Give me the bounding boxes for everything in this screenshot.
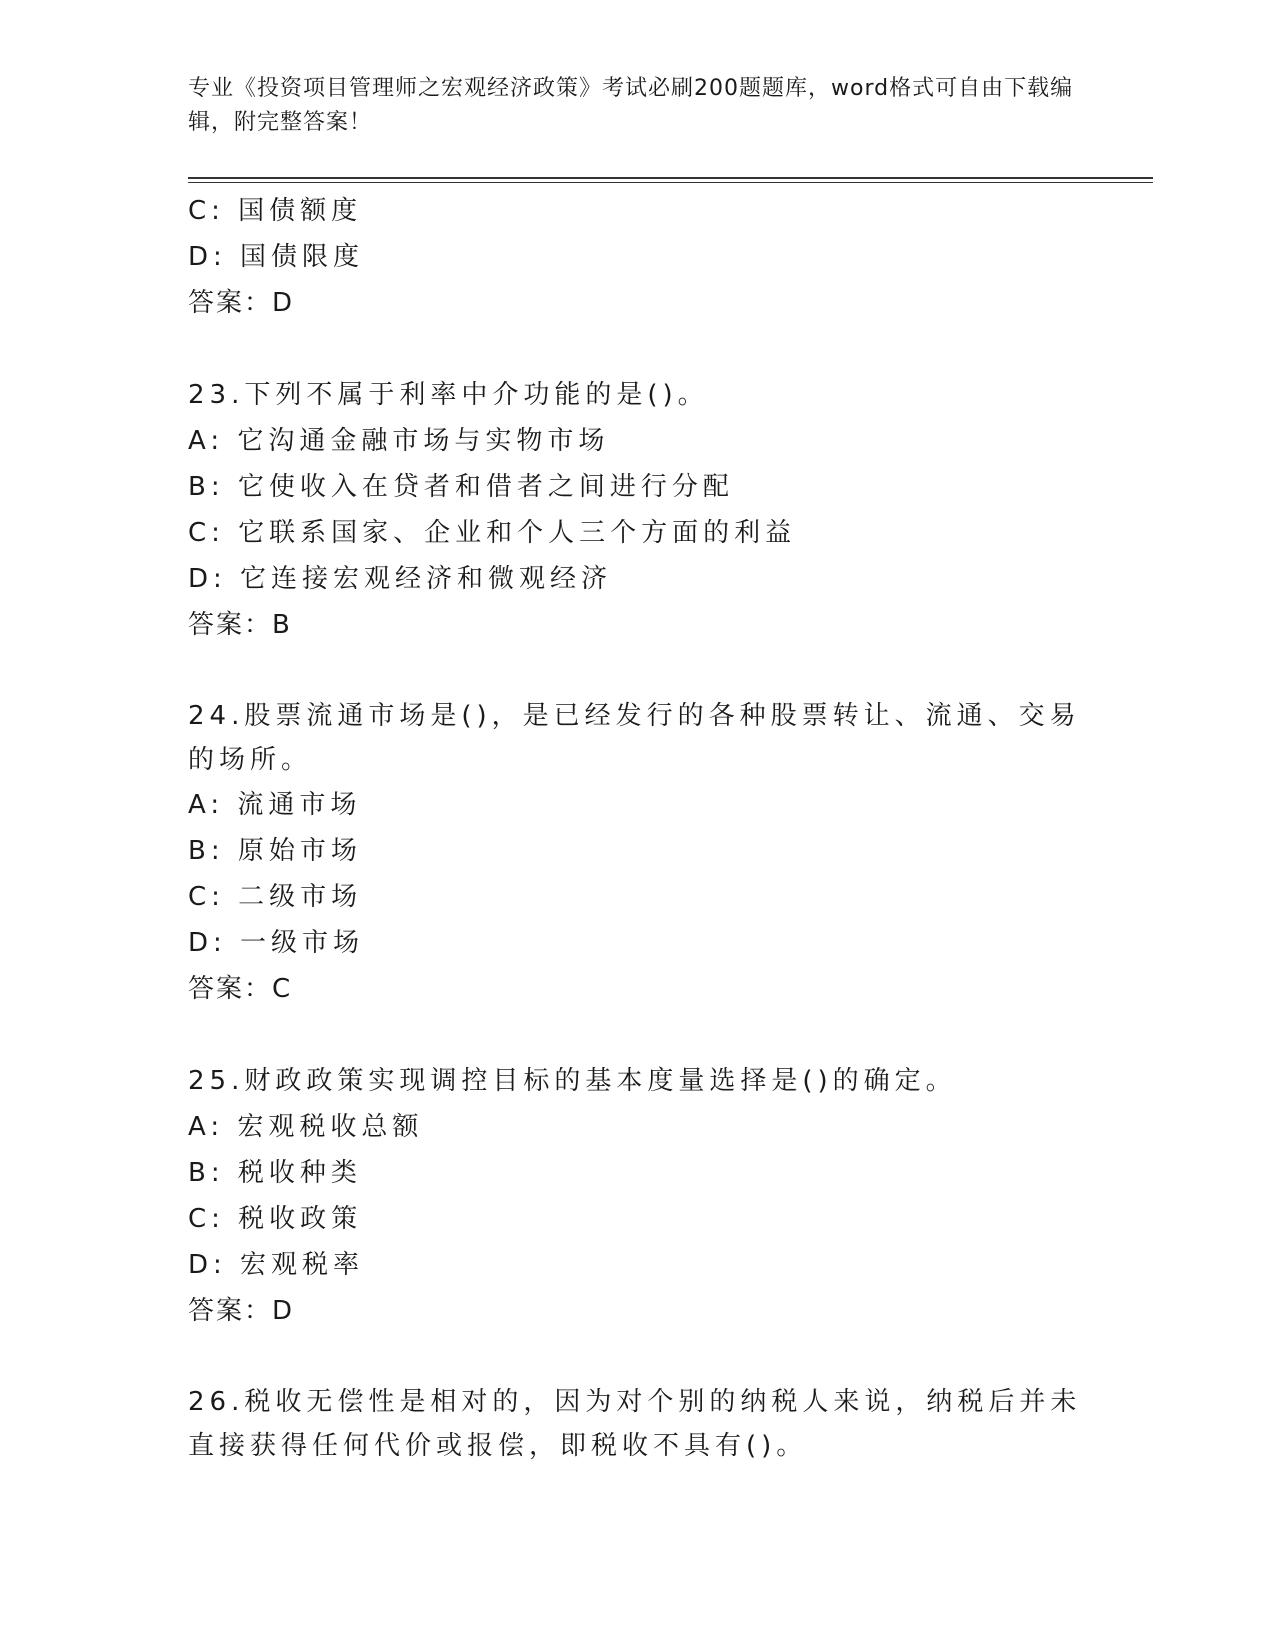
- question-24: [188, 694, 1088, 1012]
- option-a: A: 流通市场: [188, 790, 362, 820]
- question-25: [188, 1058, 1088, 1334]
- question-list: [188, 188, 1088, 1468]
- answer-line: 答案：C: [188, 974, 293, 1004]
- header-divider: [188, 177, 1153, 179]
- question-23: [188, 372, 1088, 648]
- option-b: B: 它使收入在贷者和借者之间进行分配: [188, 472, 734, 502]
- spacer: [188, 326, 1088, 372]
- spacer: [188, 648, 1088, 694]
- document-header: 专业《投资项目管理师之宏观经济政策》考试必刷200题题库，word格式可自由下载编辑，附完整答案！: [188, 76, 1074, 135]
- option-d: D: 一级市场: [188, 928, 365, 958]
- answer-line: 答案：B: [188, 610, 292, 640]
- answer-line: 答案：D: [188, 288, 295, 318]
- option-a: A: 它沟通金融市场与实物市场: [188, 426, 610, 456]
- option-c: C: 税收政策: [188, 1204, 363, 1234]
- question-stem: 24.股票流通市场是()，是已经发行的各种股票转让、流通、交易的场所。: [188, 701, 1081, 775]
- answer-line: 答案：D: [188, 1296, 295, 1326]
- question-26: [188, 1380, 1088, 1468]
- option-c: C: 二级市场: [188, 882, 363, 912]
- option-d: D: 国债限度: [188, 242, 365, 272]
- question-stem: 25.财政政策实现调控目标的基本度量选择是()的确定。: [188, 1066, 957, 1096]
- question-stem: 26.税收无偿性是相对的，因为对个别的纳税人来说，纳税后并未直接获得任何代价或报偿，即税收不具有()。: [188, 1387, 1082, 1461]
- option-b: B: 税收种类: [188, 1158, 362, 1188]
- option-d: D: 它连接宏观经济和微观经济: [188, 564, 613, 594]
- option-c: C: 国债额度: [188, 196, 363, 226]
- header-divider-thin: [188, 182, 1153, 183]
- spacer: [188, 1012, 1088, 1058]
- question-stem: 23.下列不属于利率中介功能的是()。: [188, 380, 709, 410]
- question-22-tail: [188, 188, 1088, 326]
- option-b: B: 原始市场: [188, 836, 362, 866]
- option-d: D: 宏观税率: [188, 1250, 365, 1280]
- option-a: A: 宏观税收总额: [188, 1112, 424, 1142]
- spacer: [188, 1334, 1088, 1380]
- option-c: C: 它联系国家、企业和个人三个方面的利益: [188, 518, 797, 548]
